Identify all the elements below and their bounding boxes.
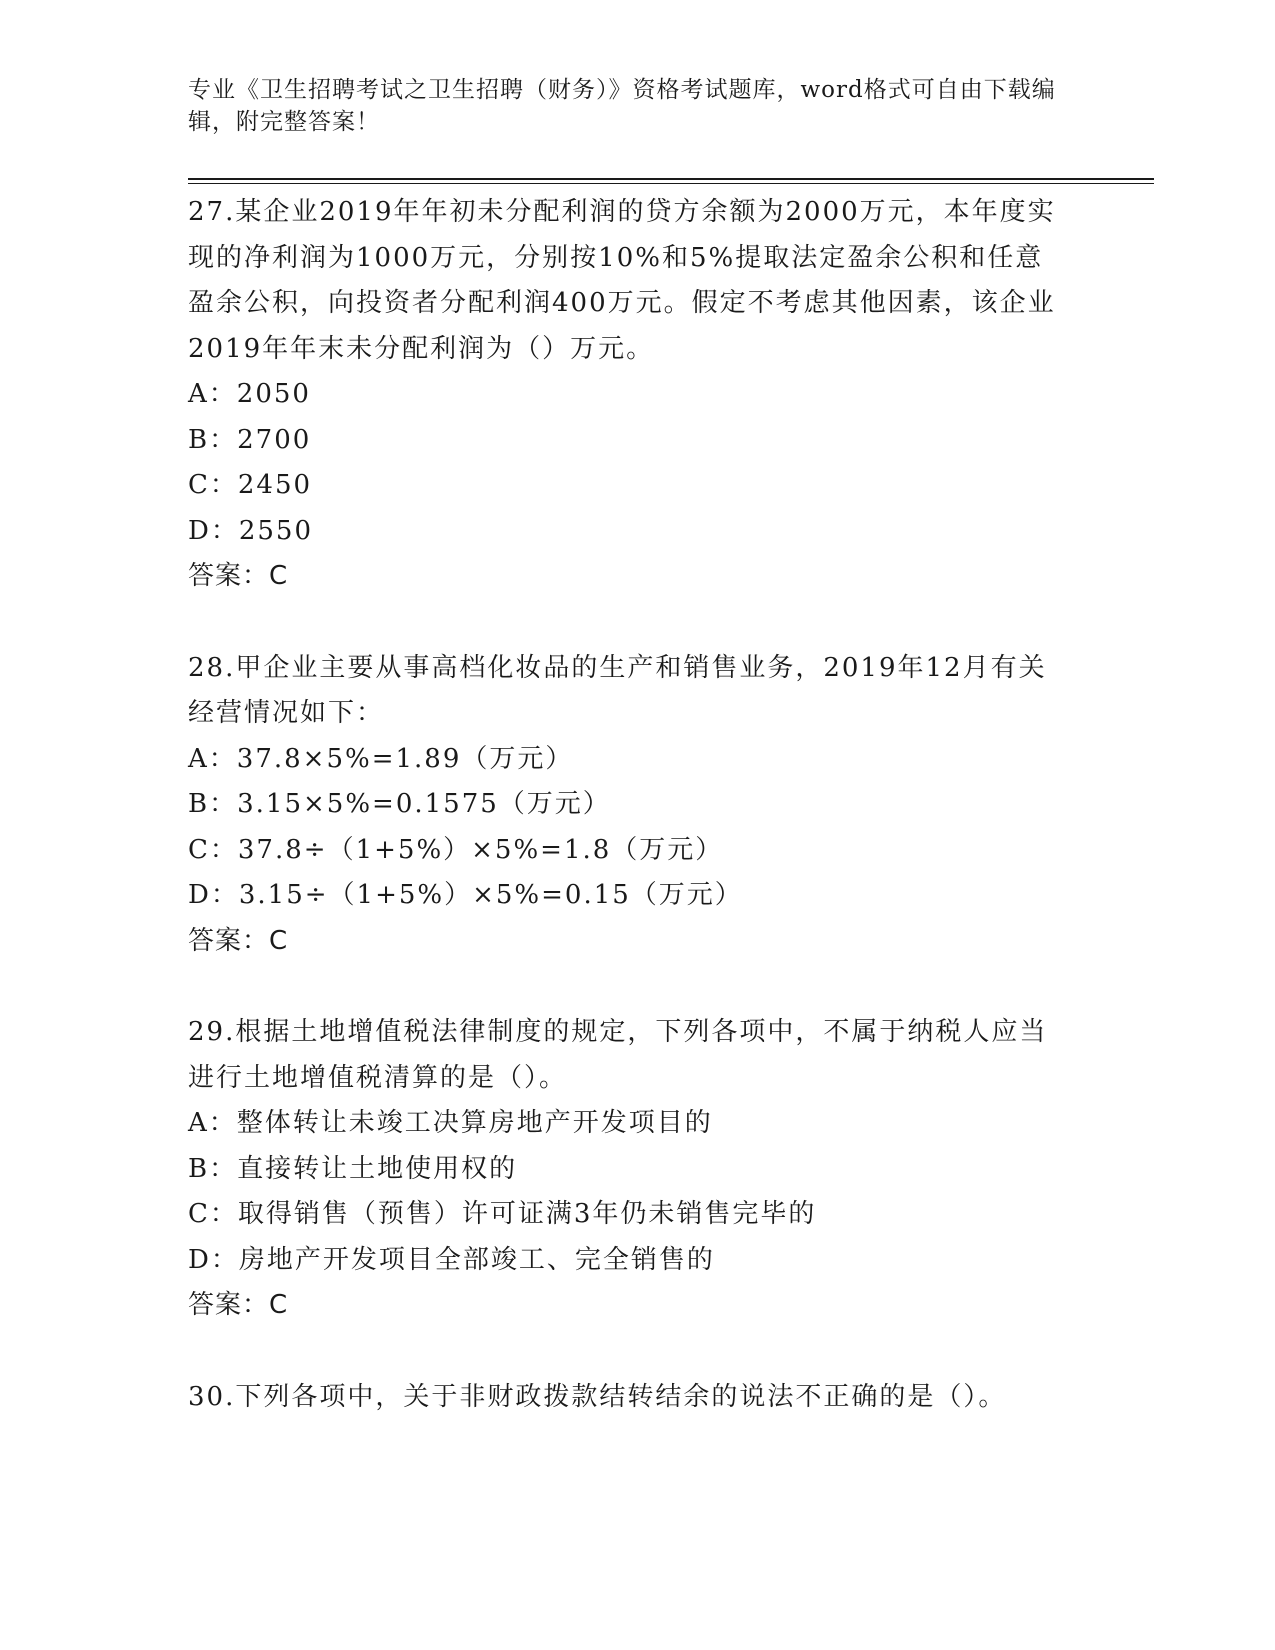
question-27 bbox=[188, 190, 1088, 600]
question-30 bbox=[188, 1375, 1088, 1421]
option-c: C：取得销售（预售）许可证满3年仍未销售完毕的 bbox=[188, 1199, 817, 1229]
question-text: 29.根据土地增值税法律制度的规定，下列各项中，不属于纳税人应当进行土地增值税清算的是（）。 bbox=[188, 1017, 1048, 1093]
answer-text: 答案：C bbox=[188, 1290, 289, 1320]
option-d: D：3.15÷（1+5%）×5%=0.15（万元） bbox=[188, 880, 743, 910]
option-a: A：37.8×5%=1.89（万元） bbox=[188, 743, 574, 774]
answer-text: 答案：C bbox=[188, 925, 289, 956]
question-list bbox=[188, 190, 1088, 1466]
option-d: D：房地产开发项目全部竣工、完全销售的 bbox=[188, 1244, 715, 1275]
option-b: B：直接转让土地使用权的 bbox=[188, 1153, 518, 1184]
question-28 bbox=[188, 646, 1088, 965]
header-divider-thin bbox=[188, 183, 1154, 184]
option-b: B：3.15×5%=0.1575（万元） bbox=[188, 789, 611, 819]
document-header: 专业《卫生招聘考试之卫生招聘（财务）》资格考试题库，word格式可自由下载编辑，附完整答案！ bbox=[188, 77, 1056, 135]
question-29 bbox=[188, 1010, 1088, 1329]
option-a: A：2050 bbox=[188, 379, 311, 409]
option-d: D：2550 bbox=[188, 515, 314, 546]
option-b: B：2700 bbox=[188, 424, 312, 455]
answer-text: 答案：C bbox=[188, 561, 289, 591]
option-c: C：2450 bbox=[188, 470, 313, 500]
question-text: 27.某企业2019年年初未分配利润的贷方余额为2000万元，本年度实现的净利润为1000万元，分别按10%和5%提取法定盈余公积和任意盈余公积，向投资者分配利润400万元。假定不考虑其他因素，该企业2019年年末未分配利润为（）万元。 bbox=[188, 197, 1056, 364]
question-text: 28.甲企业主要从事高档化妆品的生产和销售业务，2019年12月有关经营情况如下： bbox=[188, 652, 1047, 728]
header-divider bbox=[188, 178, 1154, 180]
option-c: C：37.8÷（1+5%）×5%=1.8（万元） bbox=[188, 834, 724, 865]
question-text: 30.下列各项中，关于非财政拨款结转结余的说法不正确的是（）。 bbox=[188, 1381, 1007, 1412]
option-a: A：整体转让未竣工决算房地产开发项目的 bbox=[188, 1108, 713, 1138]
